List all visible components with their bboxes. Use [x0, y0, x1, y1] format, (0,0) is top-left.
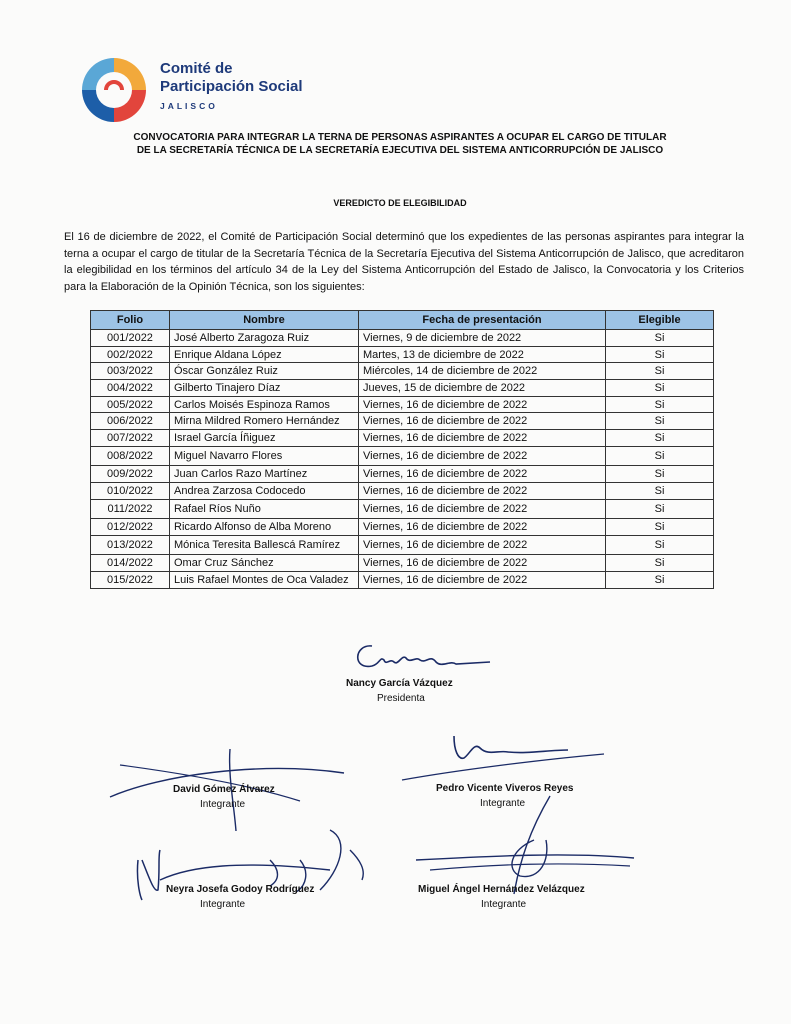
table-row	[91, 535, 714, 555]
header-folio: Folio	[91, 311, 170, 330]
signer-name-presidenta: Nancy García Vázquez	[346, 678, 453, 689]
org-name	[160, 60, 303, 96]
cell-nombre: Juan Carlos Razo Martínez	[170, 466, 359, 483]
cell-fecha: Viernes, 16 de diciembre de 2022	[359, 535, 606, 555]
table-row	[91, 499, 714, 519]
cell-elegible: Si	[606, 572, 714, 589]
cell-elegible: Si	[606, 535, 714, 555]
cell-elegible: Si	[606, 396, 714, 413]
verdict-title: VEREDICTO DE ELEGIBILIDAD	[333, 198, 467, 208]
cell-folio: 003/2022	[91, 363, 170, 380]
cell-fecha: Viernes, 16 de diciembre de 2022	[359, 555, 606, 572]
table-row	[91, 413, 714, 430]
cell-elegible: Si	[606, 430, 714, 447]
cell-folio: 008/2022	[91, 446, 170, 466]
header-fecha: Fecha de presentación	[359, 311, 606, 330]
cell-fecha: Viernes, 16 de diciembre de 2022	[359, 483, 606, 500]
signer-role-david: Integrante	[200, 799, 246, 810]
org-state: JALISCO	[160, 101, 218, 111]
cell-nombre: Israel García Íñiguez	[170, 430, 359, 447]
signer-name-miguel: Miguel Ángel Hernández Velázquez	[418, 884, 585, 895]
table-row	[91, 363, 714, 380]
cell-nombre: Óscar González Ruiz	[170, 363, 359, 380]
cell-elegible: Si	[606, 499, 714, 519]
cell-nombre: José Alberto Zaragoza Ruiz	[170, 330, 359, 347]
cell-folio: 012/2022	[91, 519, 170, 536]
cell-elegible: Si	[606, 346, 714, 363]
cps-logo-icon	[66, 50, 162, 128]
cell-fecha: Jueves, 15 de diciembre de 2022	[359, 380, 606, 397]
cell-folio: 011/2022	[91, 499, 170, 519]
table-row	[91, 430, 714, 447]
table-row	[91, 396, 714, 413]
table-row	[91, 330, 714, 347]
cell-elegible: Si	[606, 519, 714, 536]
signature-neyra-icon	[130, 820, 370, 910]
cell-nombre: Andrea Zarzosa Codocedo	[170, 483, 359, 500]
table-row	[91, 572, 714, 589]
cell-folio: 009/2022	[91, 466, 170, 483]
cell-folio: 013/2022	[91, 535, 170, 555]
table-row	[91, 446, 714, 466]
table-row	[91, 380, 714, 397]
signer-role-neyra: Integrante	[200, 899, 246, 910]
cell-nombre: Mónica Teresita Ballescá Ramírez	[170, 535, 359, 555]
signer-name-pedro: Pedro Vicente Viveros Reyes	[436, 783, 574, 794]
signer-name-david: David Gómez Álvarez	[173, 784, 275, 795]
cell-folio: 010/2022	[91, 483, 170, 500]
table-row	[91, 483, 714, 500]
cell-fecha: Viernes, 16 de diciembre de 2022	[359, 430, 606, 447]
cell-nombre: Rafael Ríos Nuño	[170, 499, 359, 519]
org-name-line2: Participación Social	[160, 78, 303, 95]
cell-elegible: Si	[606, 380, 714, 397]
signature-presidenta-icon	[350, 636, 490, 676]
cell-nombre: Luis Rafael Montes de Oca Valadez	[170, 572, 359, 589]
cell-nombre: Gilberto Tinajero Díaz	[170, 380, 359, 397]
cell-nombre: Omar Cruz Sánchez	[170, 555, 359, 572]
header-elegible: Elegible	[606, 311, 714, 330]
table-header-row	[91, 311, 714, 330]
cell-folio: 006/2022	[91, 413, 170, 430]
cell-fecha: Viernes, 9 de diciembre de 2022	[359, 330, 606, 347]
document-title-line1: CONVOCATORIA PARA INTEGRAR LA TERNA DE PERSONAS ASPIRANTES A OCUPAR EL CARGO DE TITULAR	[133, 132, 667, 143]
cell-fecha: Viernes, 16 de diciembre de 2022	[359, 466, 606, 483]
cell-elegible: Si	[606, 483, 714, 500]
cell-fecha: Viernes, 16 de diciembre de 2022	[359, 499, 606, 519]
cell-elegible: Si	[606, 413, 714, 430]
cell-nombre: Miguel Navarro Flores	[170, 446, 359, 466]
eligibility-table	[90, 310, 714, 589]
signature-pedro-icon	[398, 730, 608, 790]
cell-fecha: Viernes, 16 de diciembre de 2022	[359, 446, 606, 466]
table-row	[91, 346, 714, 363]
document-title-line2: DE LA SECRETARÍA TÉCNICA DE LA SECRETARÍA EJECUTIVA DEL SISTEMA ANTICORRUPCIÓN DE JALISCO	[136, 145, 664, 156]
signer-role-pedro: Integrante	[480, 798, 526, 809]
cell-elegible: Si	[606, 466, 714, 483]
cell-nombre: Ricardo Alfonso de Alba Moreno	[170, 519, 359, 536]
cell-fecha: Viernes, 16 de diciembre de 2022	[359, 572, 606, 589]
cell-elegible: Si	[606, 555, 714, 572]
cell-elegible: Si	[606, 330, 714, 347]
cell-folio: 005/2022	[91, 396, 170, 413]
cell-folio: 001/2022	[91, 330, 170, 347]
signer-role-presidenta: Presidenta	[377, 693, 425, 704]
cell-nombre: Carlos Moisés Espinoza Ramos	[170, 396, 359, 413]
cell-nombre: Enrique Aldana López	[170, 346, 359, 363]
cell-fecha: Miércoles, 14 de diciembre de 2022	[359, 363, 606, 380]
table-row	[91, 555, 714, 572]
document-title	[60, 131, 740, 157]
cell-fecha: Viernes, 16 de diciembre de 2022	[359, 396, 606, 413]
signer-role-miguel: Integrante	[481, 899, 527, 910]
org-name-line1: Comité de	[160, 60, 233, 77]
cell-folio: 007/2022	[91, 430, 170, 447]
cell-nombre: Mirna Mildred Romero Hernández	[170, 413, 359, 430]
header-nombre: Nombre	[170, 311, 359, 330]
cell-elegible: Si	[606, 446, 714, 466]
signer-name-neyra: Neyra Josefa Godoy Rodríguez	[166, 884, 315, 895]
intro-paragraph: El 16 de diciembre de 2022, el Comité de Participación Social determinó que los expedientes de las personas aspirantes para integrar la terna a ocupar el cargo de titular de la Secretaría Técnica de la Secretaría Ejecutiva del Sistema Anticorrupción de Jalisco, que acreditaron la elegibilidad en los términos del artículo 34 de la Ley del Sistema Anticorrupción del Estado de Jalisco, la Convocatoria y los Criterios para la Elaboración de la Opinión Técnica, son los siguientes:	[64, 231, 744, 293]
cell-elegible: Si	[606, 363, 714, 380]
cell-folio: 014/2022	[91, 555, 170, 572]
table-row	[91, 519, 714, 536]
cell-folio: 015/2022	[91, 572, 170, 589]
cell-folio: 004/2022	[91, 380, 170, 397]
cell-fecha: Martes, 13 de diciembre de 2022	[359, 346, 606, 363]
cell-fecha: Viernes, 16 de diciembre de 2022	[359, 413, 606, 430]
table-row	[91, 466, 714, 483]
cell-fecha: Viernes, 16 de diciembre de 2022	[359, 519, 606, 536]
cell-folio: 002/2022	[91, 346, 170, 363]
